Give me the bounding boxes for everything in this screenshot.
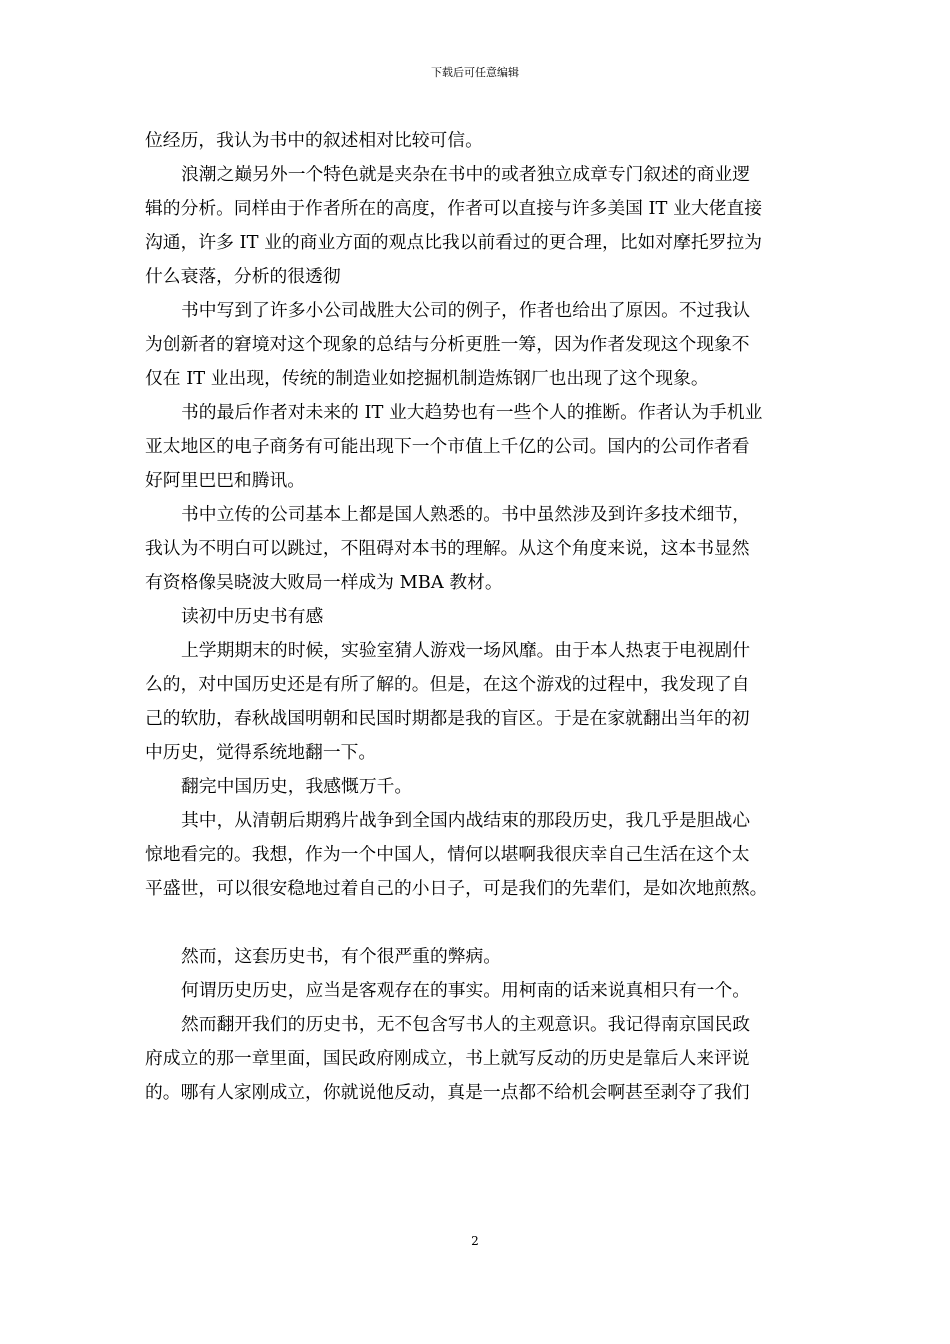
- text-line: 中历史，觉得系统地翻一下。: [145, 742, 377, 763]
- paragraph-start: 然而翻开我们的历史书，无不包含写书人的主观意识。我记得南京国民政: [181, 1014, 751, 1035]
- text-line: 好阿里巴巴和腾讯。: [145, 470, 306, 491]
- paragraph-start: 何谓历史历史，应当是客观存在的事实。用柯南的话来说真相只有一个。: [181, 980, 751, 1001]
- paragraph-start: 浪潮之巅另外一个特色就是夹杂在书中的或者独立成章专门叙述的商业逻: [181, 164, 751, 185]
- text-line: 为创新者的窘境对这个现象的总结与分析更胜一筹，因为作者发现这个现象不: [145, 334, 750, 355]
- paragraph-start: 翻完中国历史，我感慨万千。: [181, 776, 413, 797]
- text-line: 有资格像吴晓波大败局一样成为 MBA 教材。: [145, 572, 503, 593]
- text-line: 什么衰落，分析的很透彻: [145, 266, 341, 287]
- paragraph-start: 然而，这套历史书，有个很严重的弊病。: [181, 946, 502, 967]
- text-line: 仅在 IT 业出现，传统的制造业如挖掘机制造炼钢厂也出现了这个现象。: [145, 368, 709, 389]
- document-body: [145, 124, 807, 1110]
- text-line: 亚太地区的电子商务有可能出现下一个市值上千亿的公司。国内的公司作者看: [145, 436, 750, 457]
- text-line: 么的，对中国历史还是有所了解的。但是，在这个游戏的过程中，我发现了自: [145, 674, 750, 695]
- paragraph-start: 书中立传的公司基本上都是国人熟悉的。书中虽然涉及到许多技术细节，: [181, 504, 751, 525]
- section-heading: 读初中历史书有感: [181, 606, 324, 627]
- text-line: 的。哪有人家刚成立，你就说他反动，真是一点都不给机会啊甚至剥夺了我们: [145, 1082, 750, 1103]
- text-line: 府成立的那一章里面，国民政府刚成立，书上就写反动的历史是靠后人来评说: [145, 1048, 750, 1069]
- text-line: 沟通，许多 IT 业的商业方面的观点比我以前看过的更合理，比如对摩托罗拉为: [145, 232, 762, 253]
- page-header: 下载后可任意编辑: [431, 66, 519, 79]
- text-line: 辑的分析。同样由于作者所在的高度，作者可以直接与许多美国 IT 业大佬直接: [145, 198, 762, 219]
- blank-line: [145, 906, 807, 940]
- page-number: 2: [471, 1234, 479, 1248]
- text-line: 位经历，我认为书中的叙述相对比较可信。: [145, 130, 483, 151]
- paragraph-start: 书中写到了许多小公司战胜大公司的例子，作者也给出了原因。不过我认: [181, 300, 751, 321]
- paragraph-start: 上学期期末的时候，实验室猜人游戏一场风靡。由于本人热衷于电视剧什: [181, 640, 751, 661]
- text-line: 惊地看完的。我想，作为一个中国人，情何以堪啊我很庆幸自己生活在这个太: [145, 844, 750, 865]
- text-line: 己的软肋，春秋战国明朝和民国时期都是我的盲区。于是在家就翻出当年的初: [145, 708, 750, 729]
- text-line: 我认为不明白可以跳过，不阻碍对本书的理解。从这个角度来说，这本书显然: [145, 538, 750, 559]
- text-line: 平盛世，可以很安稳地过着自己的小日子，可是我们的先辈们，是如次地煎熬。: [145, 878, 768, 899]
- paragraph-start: 书的最后作者对未来的 IT 业大趋势也有一些个人的推断。作者认为手机业: [181, 402, 763, 423]
- paragraph-start: 其中，从清朝后期鸦片战争到全国内战结束的那段历史，我几乎是胆战心: [181, 810, 751, 831]
